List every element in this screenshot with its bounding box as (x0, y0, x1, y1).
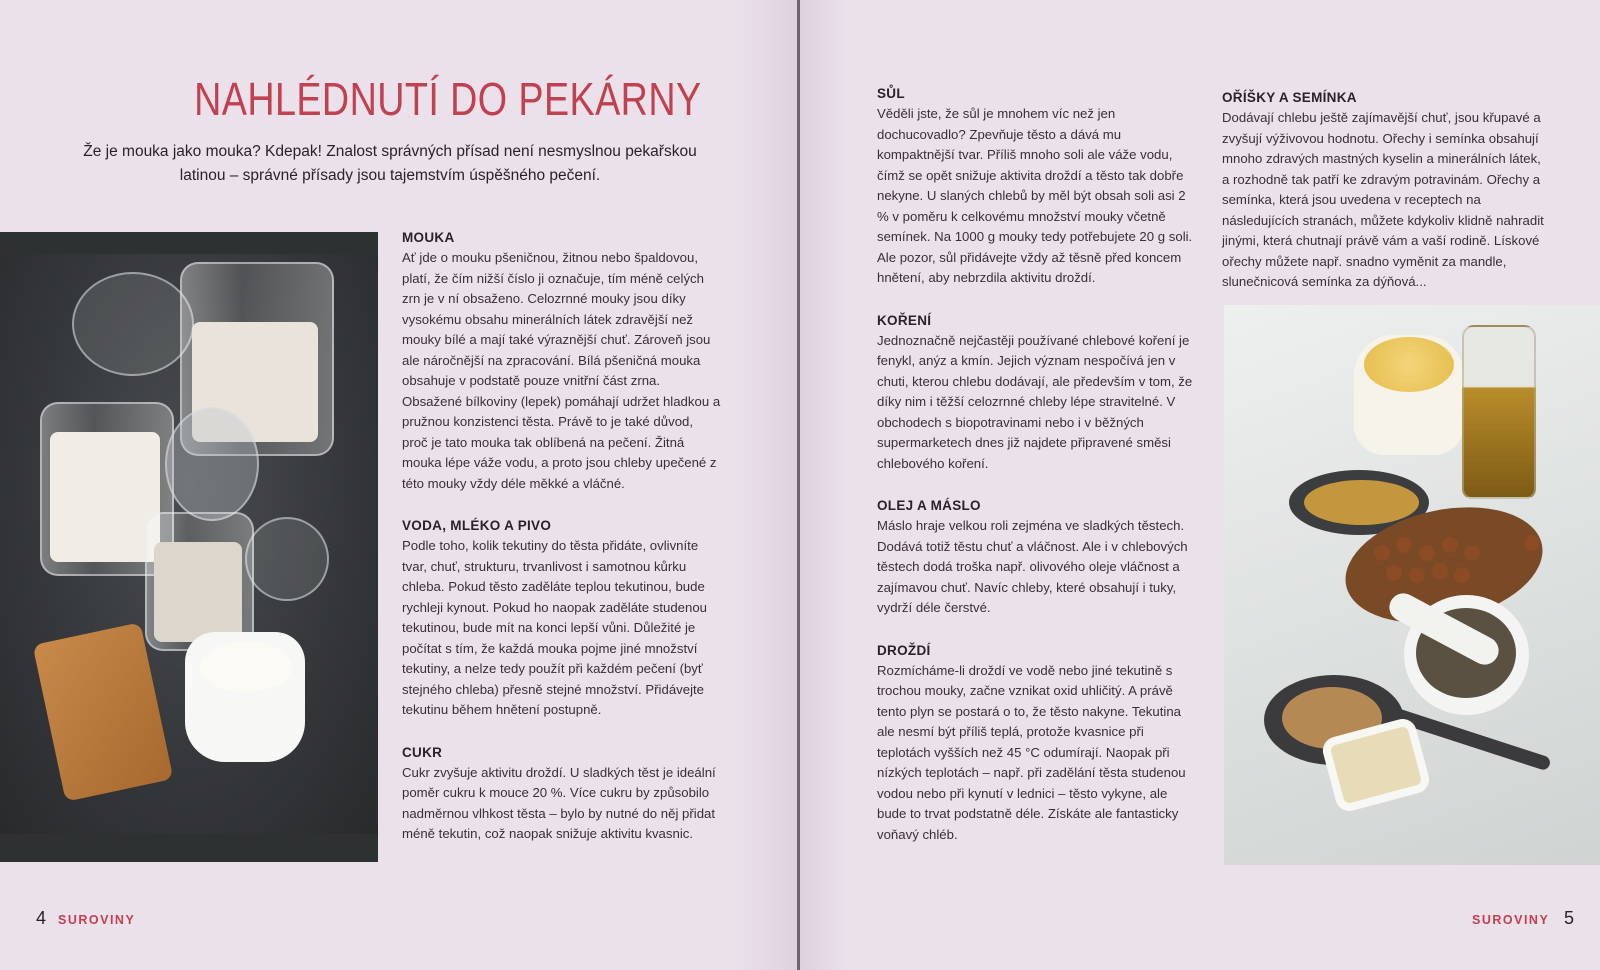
glass-lid-1 (72, 272, 194, 376)
heading-sul: SŮL (877, 86, 905, 101)
ingredients-photo (1224, 305, 1600, 865)
hazelnut (1386, 565, 1402, 581)
oil-bottle (1462, 325, 1536, 499)
hazelnut (1419, 545, 1435, 561)
column-middle (877, 84, 1197, 867)
section-label-right: SUROVINY (1472, 913, 1550, 927)
heading-drozdi: DROŽDÍ (877, 642, 931, 658)
flour-white (50, 432, 160, 562)
milk (200, 642, 292, 692)
fenugreek-seeds (1304, 480, 1419, 525)
left-page (0, 0, 798, 970)
flour-jars-photo (0, 232, 378, 862)
text-orisky: Dodávají chlebu ještě zajímavější chuť, jsou křupavé a zvyšují výživovou hodnotu. Ořechy i semínka obsahují mnoho zdravých mastných kyselin a minerálních látek, a rozhodně tak patří ke zdravým potravinám. Ořechy a semínka, která jsou uvedena v receptech na následujících stranách, můžete kdykoliv klidně nahradit jinými, která chutnají právě vám a vaší rodině. Lískové ořechy můžete např. snadno vyměnit za mandle, slunečnicová semínka za dýňová... (1222, 110, 1544, 289)
text-sul: Věděli jste, že sůl je mnohem víc než jen dochucovadlo? Zpevňuje těsto a dává mu kompaktnější tvar. Příliš mnoho soli ale váže vodu, čímž se opět snižuje aktivita droždí a těsto tak dobře nekyne. U slaných chlebů by měl být obsah soli asi 2 % v poměru k celkovému množství mouky včetně semínek. Na 1000 g mouky tedy potřebujete 20 g soli. Ale pozor, sůl přidávejte vždy až těsně před koncem hnětení, aby nebrzdila aktivitu droždí. (877, 106, 1193, 285)
page-title: NAHLÉDNUTÍ DO PEKÁRNY (194, 73, 702, 125)
hazelnut (1464, 545, 1480, 561)
hazelnut (1396, 537, 1412, 553)
lead-paragraph (60, 140, 720, 188)
heading-mouka: MOUKA (402, 230, 455, 245)
page-number-left: 4 (36, 908, 47, 928)
flour-spelt (154, 542, 242, 642)
hazelnut (1432, 563, 1448, 579)
heading-cukr: CUKR (402, 744, 443, 760)
text-olej: Máslo hraje velkou roli zejména ve sladkých těstech. Dodává totiž těstu chuť a vláčnost. Ale i v chlebových těstech dodá troška např. olivového oleje vláčnost a zajímavou chuť. Navíc chleby, které obsahují i tuky, vydrží déle čerstvé. (877, 518, 1188, 615)
hazelnut (1524, 535, 1540, 551)
text-mouka: Ať jde o mouku pšeničnou, žitnou nebo špaldovou, platí, že čím nižší číslo ji označuje, tím méně celých zrn je v ní obsaženo. Celozrnné mouky jsou díky vysokému obsahu minerálních látek zdravější než mouky bílé a mají také výraznější chuť. Zároveň jsou ale náročnější na zpracování. Bílá pšeničná mouka obsahuje v podstatě pouze vnitřní část zrna. Obsažené bílkoviny (lepek) pomáhají udržet hladkou a pružnou konzistenci těsta. Právě to je také důvod, proč je tato mouka tak oblíbená na pečení. Žitná mouka lépe váže vodu, a proto jsou chleby upečené z této mouky vždy déle měkké a vláčné. (402, 250, 721, 491)
column-right (1222, 88, 1544, 315)
metal-lid (165, 407, 259, 521)
hazelnut (1409, 567, 1425, 583)
lead-line-1: Že je mouka jako mouka? Kdepak! Znalost správných přísad není nesmyslnou pekařskou (83, 143, 697, 160)
lead-line-2: latinou – správné přísady jsou tajemstvím úspěšného pečení. (179, 167, 601, 184)
column-left (402, 228, 722, 867)
glass-lid-2 (245, 517, 329, 601)
text-koreni: Jednoznačně nejčastěji používané chlebové koření je fenykl, anýz a kmín. Jejich význam nespočívá jen v chuti, kterou chlebu dodávají, ale především v tom, že díky nim i těžší celozrnné chleby lépe stravitelné. V obchodech s biopotravinami nebo i v běžných supermarketech dnes již najdete připravené směsi chlebového koření. (877, 332, 1193, 471)
heading-voda: VODA, MLÉKO A PIVO (402, 518, 552, 533)
page-number-right: 5 (1564, 908, 1575, 928)
heading-olej: OLEJ A MÁSLO (877, 498, 981, 513)
heading-koreni: KOŘENÍ (877, 312, 932, 328)
butter (1364, 337, 1454, 392)
hazelnut (1374, 545, 1390, 561)
text-voda: Podle toho, kolik tekutiny do těsta přidáte, ovlivníte tvar, chuť, strukturu, trvanlivost i samotnou kůrku chleba. Pokud těsto zaděláte teplou tekutinou, bude rychleji kynout. Pokud ho naopak zaděláte studenou tekutinou, bude mít na konci lepší vůni. Důležité je počítat s tím, že každá mouka pojme jiné množství tekutiny, a nelze tedy použít při každém pečení (byť stejného chleba) přesně stejné množství. Přidávejte tekutinu během hnětení postupně. (402, 538, 707, 717)
text-cukr: Cukr zvyšuje aktivitu droždí. U sladkých těst je ideální poměr cukru k mouce 20 %. Více cukru by způsobilo nadměrnou vlhkost těsta – bylo by nutné do něj přidat méně tekutin, což naopak snižuje aktivitu kvasnic. (402, 764, 716, 841)
text-drozdi: Rozmícháme-li droždí ve vodě nebo jiné tekutině s trochou mouky, začne vznikat oxid uhličitý. A právě tento plyn se postará o to, že těsto nakyne. Tekutina ale nesmí být příliš teplá, protože kvasnice při teplotách vyšších než 45 °C odumírají. Naopak při nízkých teplotách – např. při zadělání těsta studenou vodou nebo při kynutí v lednici – těsto vykyne, ale bude to trvat podstatně déle. Získáte ale fantasticky voňavý chléb. (877, 662, 1186, 842)
hazelnut (1442, 537, 1458, 553)
section-label-left: SUROVINY (58, 913, 136, 927)
hazelnut (1454, 567, 1470, 583)
heading-orisky: OŘÍŠKY A SEMÍNKA (1222, 90, 1357, 105)
